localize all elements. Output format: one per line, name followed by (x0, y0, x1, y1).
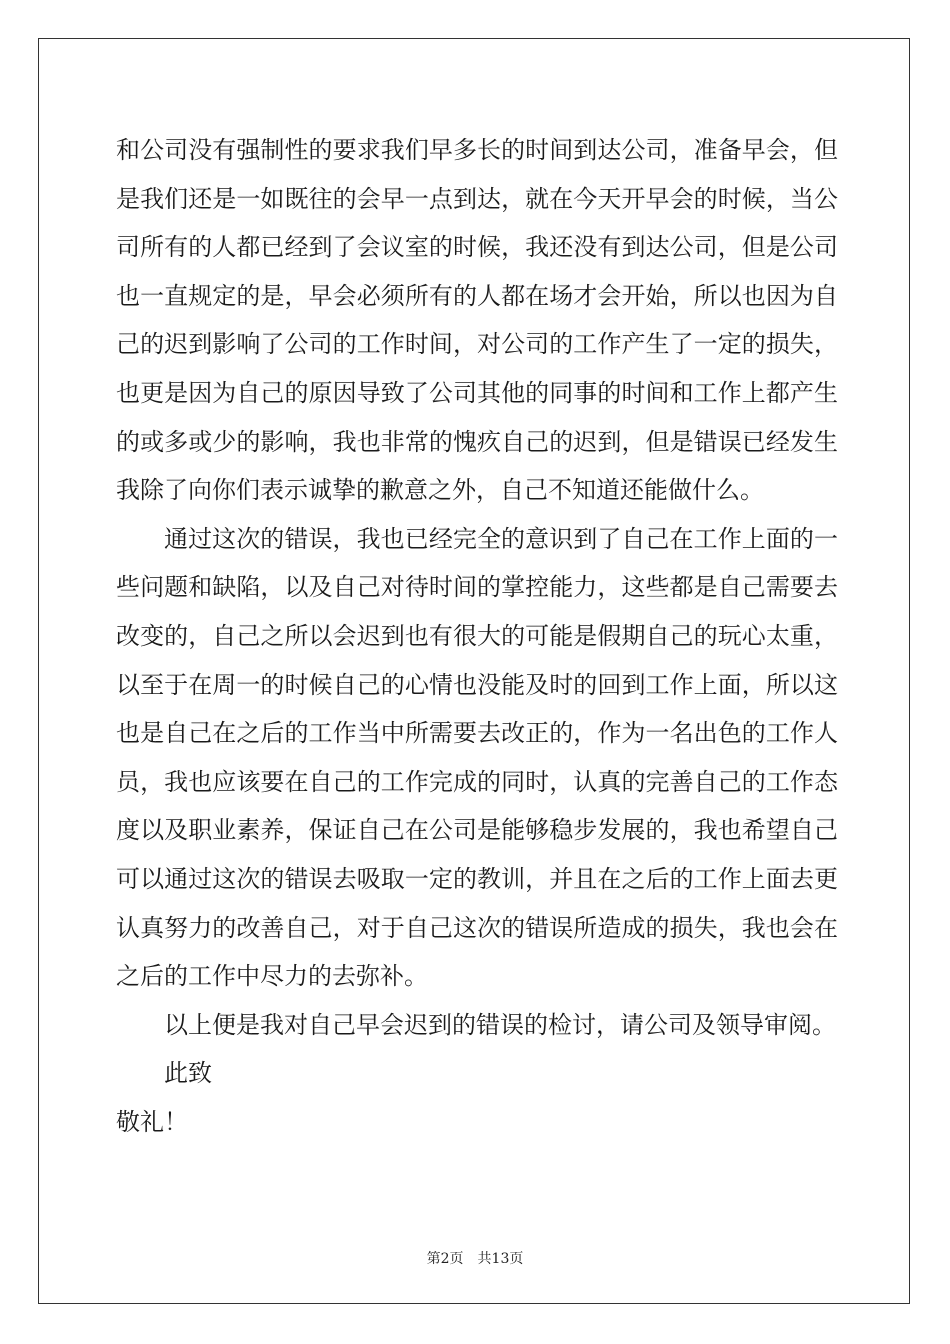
text-line: 可以通过这次的错误去吸取一定的教训，并且在之后的工作上面去更 (116, 864, 838, 893)
text-line: 以至于在周一的时候自己的心情也没能及时的回到工作上面，所以这 (116, 670, 838, 699)
text-line: 改变的，自己之所以会迟到也有很大的可能是假期自己的玩心太重， (116, 621, 838, 650)
text-line: 司所有的人都已经到了会议室的时候，我还没有到达公司，但是公司 (116, 233, 838, 262)
page-number: 第2页 (426, 1251, 464, 1267)
text-line: 的或多或少的影响，我也非常的愧疚自己的迟到，但是错误已经发生 (116, 427, 838, 456)
text-line: 也更是因为自己的原因导致了公司其他的同事的时间和工作上都产生 (116, 378, 838, 407)
text-line: 员，我也应该要在自己的工作完成的同时，认真的完善自己的工作态 (116, 767, 838, 796)
text-line: 认真努力的改善自己，对于自己这次的错误所造成的损失，我也会在 (116, 913, 838, 942)
text-line: 也一直规定的是，早会必须所有的人都在场才会开始，所以也因为自 (116, 281, 838, 310)
text-line: 度以及职业素养，保证自己在公司是能够稳步发展的，我也希望自己 (116, 816, 838, 845)
page-total: 共13页 (477, 1251, 524, 1267)
text-line: 是我们还是一如既往的会早一点到达，就在今天开早会的时候，当公 (116, 184, 838, 213)
text-line: 通过这次的错误，我也已经完全的意识到了自己在工作上面的一 (164, 524, 838, 553)
text-line: 己的迟到影响了公司的工作时间，对公司的工作产生了一定的损失， (116, 330, 838, 359)
text-line: 之后的工作中尽力的去弥补。 (116, 962, 428, 991)
salutation-line: 此致 (164, 1059, 212, 1088)
page-footer (0, 1248, 950, 1268)
text-line: 我除了向你们表示诚挚的歉意之外，自己不知道还能做什么。 (116, 476, 764, 505)
text-line: 些问题和缺陷，以及自己对待时间的掌控能力，这些都是自己需要去 (116, 573, 838, 602)
text-line: 也是自己在之后的工作当中所需要去改正的，作为一名出色的工作人 (116, 719, 838, 748)
salutation-line: 敬礼！ (116, 1107, 188, 1136)
closing-line: 以上便是我对自己早会迟到的错误的检讨，请公司及领导审阅。 (164, 1010, 836, 1039)
document-body (116, 126, 838, 1146)
text-line: 和公司没有强制性的要求我们早多长的时间到达公司，准备早会，但 (116, 136, 838, 164)
